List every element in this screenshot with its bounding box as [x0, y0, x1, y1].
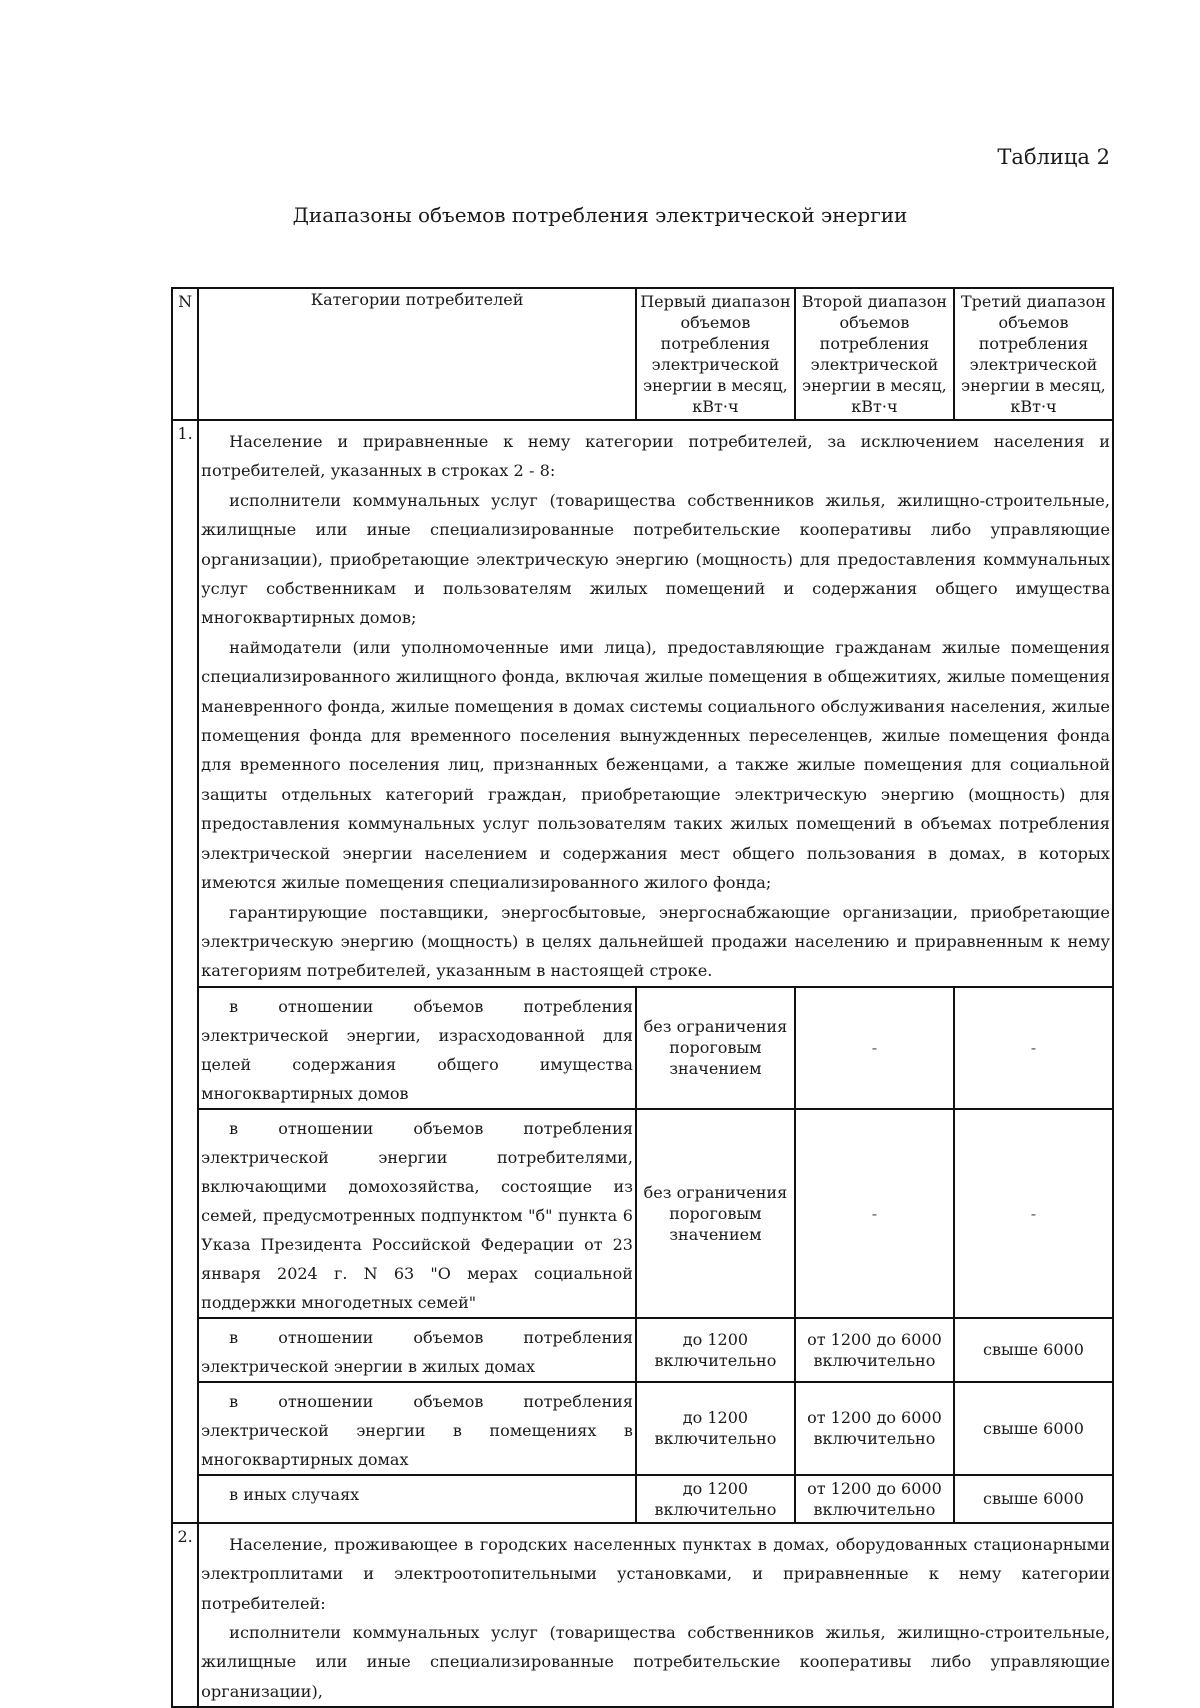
subrow-first-range: без ограничения пороговым значением	[636, 1109, 795, 1318]
subrow-second-range: -	[795, 1109, 954, 1318]
row-description	[198, 1523, 1113, 1707]
subrow-category: в отношении объемов потребления электрической энергии в помещениях в многоквартирных домах	[198, 1382, 636, 1475]
consumption-ranges-table	[171, 287, 1114, 1708]
header-category: Категории потребителей	[198, 288, 636, 420]
subrow-category: в отношении объемов потребления электрической энергии, израсходованной для целей содержания общего имущества многоквартирных домов	[198, 987, 636, 1109]
paragraph: гарантирующие поставщики, энергосбытовые, энергоснабжающие организации, приобретающие электрическую энергию (мощность) в целях дальнейшей продажи населению и приравненным к нему категориям потребителей, указанным в настоящей строке.	[201, 902, 1110, 981]
subrow-second-range: от 1200 до 6000 включительно	[795, 1318, 954, 1382]
table-row	[172, 420, 1113, 987]
table-subrow	[172, 1318, 1113, 1382]
row-number: 2.	[172, 1523, 198, 1707]
table-subrow	[172, 1109, 1113, 1318]
subrow-category: в иных случаях	[198, 1475, 636, 1523]
table-subrow	[172, 1475, 1113, 1523]
table-header-row	[172, 288, 1113, 420]
subrow-category: в отношении объемов потребления электрической энергии потребителями, включающими домохозяйства, состоящие из семей, предусмотренных подпунктом "б" пункта 6 Указа Президента Российской Федерации от 23 января 2024 г. N 63 "О мерах социальной поддержки многодетных семей"	[198, 1109, 636, 1318]
table-label: Таблица 2	[997, 145, 1110, 169]
paragraph: исполнители коммунальных услуг (товарищества собственников жилья, жилищно-строительные, жилищные или иные специализированные потребительские кооперативы либо управляющие организации), приобретающие электрическую энергию (мощность) для предоставления коммунальных услуг собственникам и пользователям жилых помещений и содержания общего имущества многоквартирных домов;	[201, 490, 1110, 628]
subrow-second-range: от 1200 до 6000 включительно	[795, 1382, 954, 1475]
header-n: N	[172, 288, 198, 420]
document-title: Диапазоны объемов потребления электрической энергии	[292, 203, 908, 227]
subrow-second-range: -	[795, 987, 954, 1109]
subrow-third-range: -	[954, 1109, 1113, 1318]
subrow-third-range: -	[954, 987, 1113, 1109]
table-subrow	[172, 1382, 1113, 1475]
paragraph: Население, проживающее в городских населенных пунктах в домах, оборудованных стационарными электроплитами и электроотопительными установками, и приравненные к нему категории потребителей:	[201, 1534, 1110, 1613]
subrow-category: в отношении объемов потребления электрической энергии в жилых домах	[198, 1318, 636, 1382]
subrow-first-range: до 1200 включительно	[636, 1475, 795, 1523]
subrow-first-range: до 1200 включительно	[636, 1318, 795, 1382]
subrow-third-range: свыше 6000	[954, 1318, 1113, 1382]
header-first-range: Первый диапазон объемов потребления электрической энергии в месяц, кВт·ч	[636, 288, 795, 420]
header-second-range: Второй диапазон объемов потребления электрической энергии в месяц, кВт·ч	[795, 288, 954, 420]
subrow-first-range: без ограничения пороговым значением	[636, 987, 795, 1109]
table-subrow	[172, 987, 1113, 1109]
subrow-first-range: до 1200 включительно	[636, 1382, 795, 1475]
paragraph: исполнители коммунальных услуг (товарищества собственников жилья, жилищно-строительные, жилищные или иные специализированные потребительские кооперативы либо управляющие организации),	[201, 1622, 1110, 1701]
header-third-range: Третий диапазон объемов потребления электрической энергии в месяц, кВт·ч	[954, 288, 1113, 420]
row-number: 1.	[172, 420, 198, 1523]
table-row	[172, 1523, 1113, 1707]
row-description	[198, 420, 1113, 987]
subrow-third-range: свыше 6000	[954, 1382, 1113, 1475]
subrow-third-range: свыше 6000	[954, 1475, 1113, 1523]
subrow-second-range: от 1200 до 6000 включительно	[795, 1475, 954, 1523]
paragraph: Население и приравненные к нему категории потребителей, за исключением населения и потребителей, указанных в строках 2 - 8:	[201, 432, 1110, 481]
paragraph: наймодатели (или уполномоченные ими лица), предоставляющие гражданам жилые помещения специализированного жилищного фонда, включая жилые помещения в общежитиях, жилые помещения маневренного фонда, жилые помещения в домах системы социального обслуживания населения, жилые помещения фонда для временного поселения вынужденных переселенцев, жилые помещения фонда для временного поселения лиц, признанных беженцами, а также жилые помещения для социальной защиты отдельных категорий граждан, приобретающие электрическую энергию (мощность) для предоставления коммунальных услуг пользователям таких жилых помещений в объемах потребления электрической энергии населением и содержания мест общего пользования в домах, в которых имеются жилые помещения специализированного жилого фонда;	[201, 637, 1110, 893]
